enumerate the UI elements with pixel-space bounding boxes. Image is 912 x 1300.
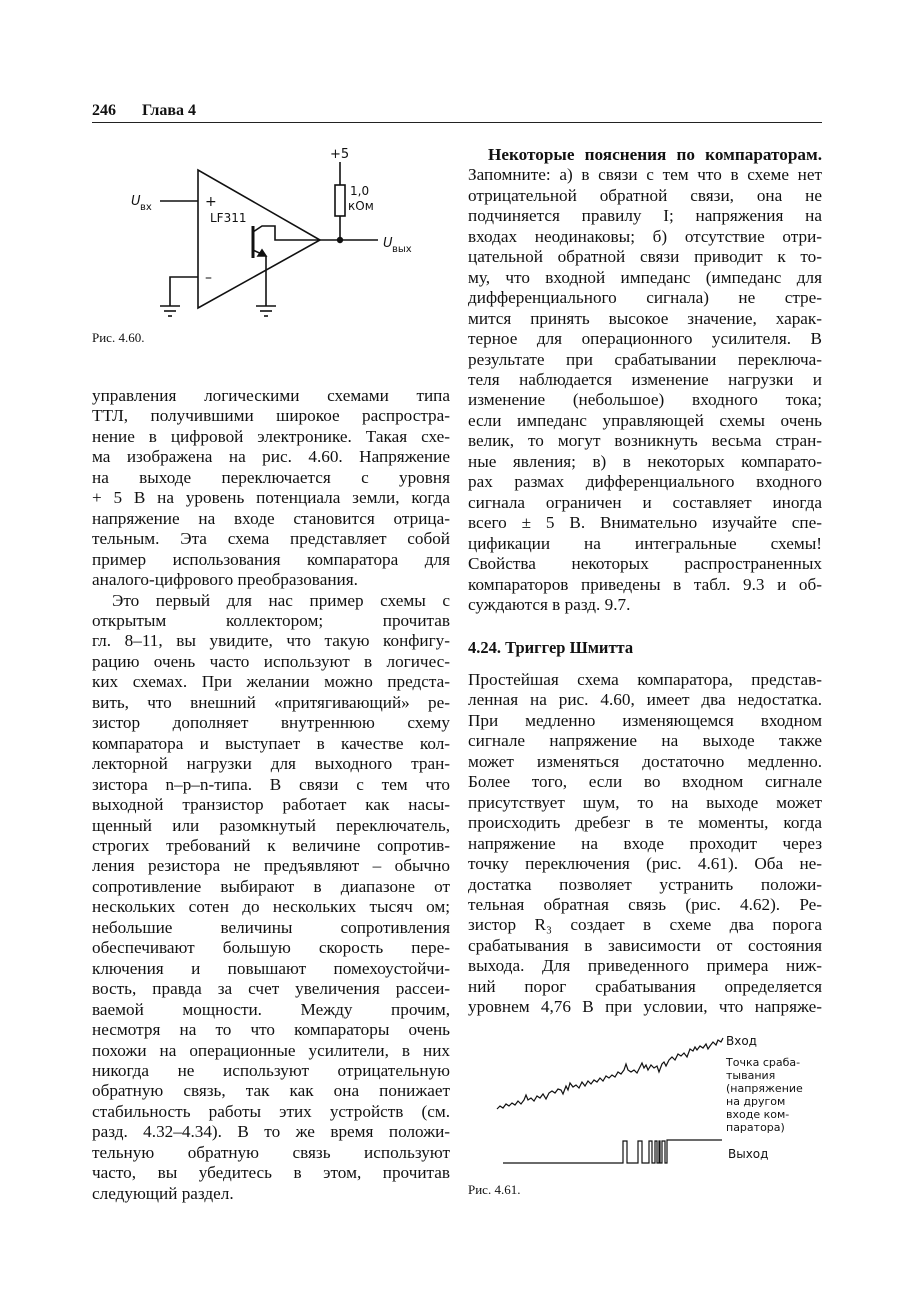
text-line: сигнала ограничен и составляет иногда [468,492,822,512]
text-line: тельная обратная связь (рис. 4.62). Ре- [468,894,822,914]
paragraph-ttl [92,386,450,591]
text-line: строгих требований к величине сопротив- [92,835,450,855]
text-line: велик, то могут возникнуть весьма стран- [468,431,822,451]
text-line: происходить дребезг в те моменты, когда [468,813,822,833]
text-line: вить, что внешний «притягивающий» ре- [92,692,450,712]
text-line: может изменяться достаточно медленно. [468,751,822,771]
text-line: следующий раздел. [92,1183,234,1203]
paragraph-open-collector [92,591,450,1205]
text-line: При медленно изменяющемся входном [468,710,822,730]
text-line: точку переключения (рис. 4.61). Оба не- [468,854,822,874]
text-line: напряжение на входе проходит через [468,833,822,853]
input-voltage-subscript: вх [140,202,152,213]
supply-label: +5 [330,147,350,162]
text-line: щенный или разомкнутый переключатель, [92,815,450,835]
text-line: зистор R₃ создает в схеме два порога [468,915,822,935]
text-line: Свойства некоторых распространенных [468,554,822,574]
comparator-triangle [198,170,320,308]
text-line: ленная на рис. 4.60, имеет два недостатка. [468,690,822,710]
text-line: компаратора и выступает в качестве кол- [92,733,450,753]
output-voltage-label: U [383,236,393,251]
chip-label: LF311 [210,211,247,225]
text-line: срабатывания в зависимости от состояния [468,935,822,955]
resistor-unit-label: кОм [348,199,374,213]
chapter-title: Глава 4 [142,102,196,119]
output-label: Выход [728,1147,769,1161]
text-line: на выходе переключается с уровня [92,467,450,487]
trigger-point-label-line: Точка сраба- [726,1056,801,1069]
text-line: пример использования компаратора для [92,549,450,569]
trigger-point-label-line: на другом [726,1095,786,1108]
text-line: нескольких сотен до нескольких тысяч ом; [92,897,450,917]
text-line: присутствует шум, то на выходе может [468,792,822,812]
text-line: ких схемах. При желании можно предста- [92,672,450,692]
text-line: часто, вы убедитесь в этом, прочитав [92,1163,450,1183]
text-line: управления логическими схемами типа [92,386,450,405]
text-line: если импеданс управляющей схемы очень [468,410,822,430]
text-line: тельным. Эта схема представляет собой [92,529,450,549]
text-line: цификации на интегральные схемы! [468,533,822,553]
text-line: суждаются в разд. 9.7. [468,594,631,614]
section-heading-schmitt-trigger: 4.24. Триггер Шмитта [468,638,634,657]
text-line: обратную связь, так как она понижает [92,1081,450,1101]
text-line: зистор дополняет внутреннюю схему [92,713,450,733]
trigger-point-label-line: паратора) [726,1121,785,1134]
output-waveform [503,1140,722,1163]
text-line: сигнале напряжение на выходе также [468,731,822,751]
text-line: нение в цифровой электронике. Такая схе- [92,426,450,446]
text-line: разд. 4.32–4.34). В то же время положи- [92,1122,450,1142]
left-column [92,386,450,1204]
input-voltage-label: U [131,194,141,209]
text-line: подчиняется правилу I; напряжения на [468,206,822,226]
text-line: гл. 8–11, вы увидите, что такую конфигу- [92,631,450,651]
trigger-point-label-line: тывания [726,1069,776,1082]
text-line: вость, правда за счет увеличения рассеи- [92,979,450,999]
text-line: ма изображена на рис. 4.60. Напряжение [92,447,450,467]
paragraph-schmitt-intro [468,670,822,1018]
text-line: Простейшая схема компаратора, представ- [468,670,822,689]
text-line: результате при срабатывании переключа- [468,349,822,369]
page-number: 246 [92,102,116,119]
text-line: похожи на операционные усилители, в них [92,1040,450,1060]
text-line: ний порог срабатывания определяется [468,976,822,996]
text-line: тельную обратную связь используют [92,1142,450,1162]
paragraph-comparator-notes [468,145,822,615]
text-line: изменение (небольшое) входного тока; [468,390,822,410]
text-line: входах неодинаковы; б) отсутствие отри- [468,226,822,246]
text-line: Более того, если во входном сигнале [468,772,822,792]
text-line: достатка позволяет устранить положи- [468,874,822,894]
text-line: ления резистора не предъявляют – обычно [92,856,450,876]
text-line: выходной транзистор работает как насы- [92,795,450,815]
text-line: компараторов приведены в табл. 9.3 и об- [468,574,822,594]
text-line: теля наблюдается изменение нагрузки и [468,369,822,389]
text-line: аналого-цифрового преобразования. [92,570,358,590]
figure-4-60-caption: Рис. 4.60. [92,330,145,345]
text-line: Это первый для нас пример схемы с [112,590,450,610]
text-line: цательной обратной связи приводит к то- [468,247,822,267]
text-line: ТТЛ, получившими широкое распростра- [92,406,450,426]
trigger-point-label-line: (напряжение [726,1082,803,1095]
notes-title: Некоторые пояснения по компараторам. [488,145,822,164]
text-line: небольшие величины сопротивления [92,917,450,937]
text-line: напряжение на входе становится отрица- [92,508,450,528]
text-line: ключения и повышают помехоустойчи- [92,958,450,978]
input-label: Вход [726,1034,757,1048]
text-line: выхода. Для приведенного примера ниж- [468,956,822,976]
text-line: зистора n–p–n-типа. В связи с тем что [92,774,450,794]
figure-4-61-caption: Рис. 4.61. [468,1182,521,1197]
trigger-point-label-line: входе ком- [726,1108,790,1121]
figure-4-61-waveforms [460,1020,830,1170]
text-line: всего ± 5 В. Внимательно изучайте спе- [468,513,822,533]
text-line: терное для операционного усилителя. В [468,329,822,349]
text-line: + 5 В на уровень потенциала земли, когда [92,488,450,508]
plus-input-label: + [205,194,217,210]
text-line: рацию очень часто используют в логичес- [92,651,450,671]
text-line: му, что входной импеданс (импеданс для [468,267,822,287]
text-line: уровнем 4,76 В при условии, что напряже- [468,997,822,1017]
text-line: ные явления; в) в некоторых компарато- [468,451,822,471]
text-line: лекторной нагрузки для выходного тран- [92,754,450,774]
output-voltage-subscript: вых [392,244,412,255]
text-line: ваемой мощности. Между прочим, [92,999,450,1019]
text-line: обеспечивают большую скорость пере- [92,938,450,958]
text-line: дифференциального сигнала) не стре- [468,288,822,308]
text-line: отрицательной обратной связи, она не [468,185,822,205]
text-line: рах размах дифференциального входного [468,472,822,492]
text-line: мится принять высокое значение, харак- [468,308,822,328]
right-column-section [468,670,822,1018]
text-line: стабильность работы этих устройств (см. [92,1101,450,1121]
input-waveform [497,1038,723,1109]
minus-input-label: – [205,270,212,286]
figure-4-60-circuit [0,0,460,330]
resistor-value-label: 1,0 [350,184,370,198]
text-line: несмотря на то что компараторы очень [92,1020,450,1040]
text-line: открытым коллектором; прочитав [92,610,450,630]
text-line: никогда не используют отрицательную [92,1060,450,1080]
text-line: Запомните: а) в связи с тем что в схеме нет [468,165,822,185]
text-line: сопротивление выбирают в диапазоне от [92,876,450,896]
right-column-notes [468,145,822,615]
